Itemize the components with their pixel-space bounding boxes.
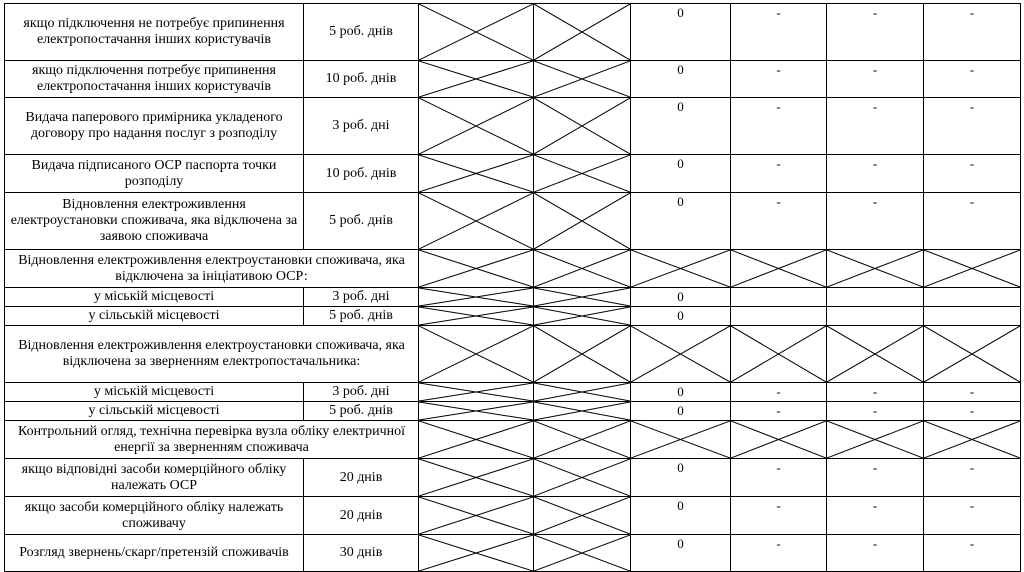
- cross-lines: [419, 497, 533, 534]
- value-cell: 0: [631, 98, 731, 155]
- value-cell: 0: [631, 61, 731, 98]
- dash-cell: -: [924, 61, 1021, 98]
- cross-lines: [534, 459, 630, 496]
- dash-cell: -: [731, 155, 827, 193]
- cross-lines: [534, 535, 630, 571]
- value-cell: 0: [631, 155, 731, 193]
- crossed-cell: [419, 98, 534, 155]
- crossed-cell: [534, 383, 631, 402]
- dash-cell: -: [924, 535, 1021, 572]
- cross-lines: [731, 250, 826, 287]
- cross-lines: [419, 98, 533, 154]
- dash-cell: -: [731, 402, 827, 421]
- dash-cell: [827, 288, 924, 307]
- dash-cell: -: [731, 193, 827, 250]
- crossed-cell: [419, 4, 534, 61]
- cross-lines: [534, 326, 630, 382]
- cross-lines: [924, 326, 1020, 382]
- dash-cell: -: [827, 535, 924, 572]
- cross-lines: [534, 402, 630, 420]
- crossed-cell: [534, 98, 631, 155]
- service-term: 5 роб. днів: [304, 4, 419, 61]
- crossed-cell: [419, 402, 534, 421]
- cross-lines: [631, 326, 730, 382]
- cross-lines: [419, 250, 533, 287]
- crossed-cell: [419, 497, 534, 535]
- cross-lines: [534, 98, 630, 154]
- service-description: у міській місцевості: [5, 288, 304, 307]
- dash-cell: -: [924, 4, 1021, 61]
- dash-cell: -: [731, 98, 827, 155]
- service-description: якщо підключення потребує припинення електропостачання інших користувачів: [5, 61, 304, 98]
- cross-lines: [924, 250, 1020, 287]
- dash-cell: [924, 288, 1021, 307]
- cross-lines: [534, 250, 630, 287]
- table-row: [5, 535, 1021, 572]
- table-row: [5, 288, 1021, 307]
- table-row: [5, 61, 1021, 98]
- cross-lines: [419, 402, 533, 420]
- crossed-cell: [419, 459, 534, 497]
- dash-cell: -: [827, 155, 924, 193]
- service-term: 5 роб. днів: [304, 402, 419, 421]
- dash-cell: -: [924, 402, 1021, 421]
- dash-cell: -: [731, 383, 827, 402]
- crossed-cell: [534, 402, 631, 421]
- cross-lines: [419, 307, 533, 325]
- crossed-cell: [419, 193, 534, 250]
- crossed-cell: [419, 535, 534, 572]
- crossed-cell: [534, 459, 631, 497]
- table-body: [5, 4, 1021, 572]
- cross-lines: [924, 421, 1020, 458]
- value-cell: 0: [631, 383, 731, 402]
- cross-lines: [631, 250, 730, 287]
- cross-lines: [631, 421, 730, 458]
- value-cell: 0: [631, 193, 731, 250]
- table-row: [5, 307, 1021, 326]
- dash-cell: -: [924, 497, 1021, 535]
- cross-lines: [534, 383, 630, 401]
- crossed-cell: [419, 307, 534, 326]
- value-cell: 0: [631, 288, 731, 307]
- crossed-cell: [534, 421, 631, 459]
- table-row: [5, 459, 1021, 497]
- cross-lines: [827, 421, 923, 458]
- dash-cell: -: [827, 497, 924, 535]
- table-section-row: [5, 326, 1021, 383]
- table-row: [5, 155, 1021, 193]
- crossed-cell: [419, 250, 534, 288]
- value-cell: 0: [631, 459, 731, 497]
- service-term: 20 днів: [304, 459, 419, 497]
- table-section-row: [5, 421, 1021, 459]
- cross-lines: [827, 326, 923, 382]
- service-term: 10 роб. днів: [304, 61, 419, 98]
- cross-lines: [534, 155, 630, 192]
- service-term: 3 роб. дні: [304, 98, 419, 155]
- service-term: 3 роб. дні: [304, 383, 419, 402]
- service-description: якщо відповідні засоби комерційного обліку належать ОСР: [5, 459, 304, 497]
- crossed-cell: [924, 326, 1021, 383]
- cross-lines: [419, 383, 533, 401]
- cross-lines: [534, 4, 630, 60]
- dash-cell: -: [827, 4, 924, 61]
- dash-cell: -: [827, 61, 924, 98]
- cross-lines: [827, 250, 923, 287]
- service-term: 10 роб. днів: [304, 155, 419, 193]
- cross-lines: [419, 459, 533, 496]
- cross-lines: [731, 421, 826, 458]
- service-term: 3 роб. дні: [304, 288, 419, 307]
- crossed-cell: [731, 326, 827, 383]
- crossed-cell: [827, 326, 924, 383]
- crossed-cell: [534, 193, 631, 250]
- crossed-cell: [631, 326, 731, 383]
- cross-lines: [534, 288, 630, 306]
- value-cell: 0: [631, 497, 731, 535]
- cross-lines: [419, 61, 533, 97]
- crossed-cell: [827, 250, 924, 288]
- service-term: 5 роб. днів: [304, 193, 419, 250]
- cross-lines: [419, 421, 533, 458]
- dash-cell: -: [924, 98, 1021, 155]
- dash-cell: -: [924, 193, 1021, 250]
- service-description: якщо підключення не потребує припинення електропостачання інших користувачів: [5, 4, 304, 61]
- cross-lines: [534, 193, 630, 249]
- crossed-cell: [419, 383, 534, 402]
- crossed-cell: [827, 421, 924, 459]
- section-title: Контрольний огляд, технічна перевірка вузла обліку електричної енергії за зверненням споживача: [5, 421, 419, 459]
- section-title: Відновлення електроживлення електроустановки споживача, яка відключена за ініціативою ОСР:: [5, 250, 419, 288]
- cross-lines: [534, 61, 630, 97]
- service-description: Видача підписаного ОСР паспорта точки розподілу: [5, 155, 304, 193]
- crossed-cell: [534, 307, 631, 326]
- dash-cell: [731, 288, 827, 307]
- dash-cell: [827, 307, 924, 326]
- dash-cell: -: [827, 98, 924, 155]
- crossed-cell: [731, 250, 827, 288]
- dash-cell: -: [731, 497, 827, 535]
- cross-lines: [419, 535, 533, 571]
- table-row: [5, 4, 1021, 61]
- crossed-cell: [534, 61, 631, 98]
- crossed-cell: [419, 61, 534, 98]
- service-description: якщо засоби комерційного обліку належать споживачу: [5, 497, 304, 535]
- dash-cell: -: [731, 459, 827, 497]
- service-description: Розгляд звернень/скарг/претензій споживачів: [5, 535, 304, 572]
- cross-lines: [419, 4, 533, 60]
- section-title: Відновлення електроживлення електроустановки споживача, яка відключена за зверненням електропостачальника:: [5, 326, 419, 383]
- crossed-cell: [631, 421, 731, 459]
- crossed-cell: [534, 326, 631, 383]
- service-description: Видача паперового примірника укладеного договору про надання послуг з розподілу: [5, 98, 304, 155]
- dash-cell: [731, 307, 827, 326]
- crossed-cell: [534, 250, 631, 288]
- cross-lines: [419, 193, 533, 249]
- service-description: у сільській місцевості: [5, 307, 304, 326]
- value-cell: 0: [631, 402, 731, 421]
- service-terms-table: [4, 3, 1021, 572]
- table-row: [5, 383, 1021, 402]
- cross-lines: [534, 421, 630, 458]
- crossed-cell: [924, 250, 1021, 288]
- dash-cell: -: [731, 61, 827, 98]
- dash-cell: -: [731, 535, 827, 572]
- dash-cell: -: [827, 193, 924, 250]
- crossed-cell: [534, 288, 631, 307]
- service-description: у міській місцевості: [5, 383, 304, 402]
- table-section-row: [5, 250, 1021, 288]
- service-term: 30 днів: [304, 535, 419, 572]
- dash-cell: -: [731, 4, 827, 61]
- service-term: 20 днів: [304, 497, 419, 535]
- dash-cell: [924, 307, 1021, 326]
- table-row: [5, 402, 1021, 421]
- cross-lines: [731, 326, 826, 382]
- table-row: [5, 98, 1021, 155]
- cross-lines: [534, 307, 630, 325]
- crossed-cell: [534, 155, 631, 193]
- crossed-cell: [731, 421, 827, 459]
- service-description: у сільській місцевості: [5, 402, 304, 421]
- dash-cell: -: [924, 459, 1021, 497]
- crossed-cell: [419, 288, 534, 307]
- table-row: [5, 497, 1021, 535]
- dash-cell: -: [924, 383, 1021, 402]
- service-term: 5 роб. днів: [304, 307, 419, 326]
- cross-lines: [419, 155, 533, 192]
- cross-lines: [419, 326, 533, 382]
- crossed-cell: [419, 155, 534, 193]
- crossed-cell: [924, 421, 1021, 459]
- dash-cell: -: [924, 155, 1021, 193]
- crossed-cell: [419, 421, 534, 459]
- crossed-cell: [534, 535, 631, 572]
- cross-lines: [419, 288, 533, 306]
- table-row: [5, 193, 1021, 250]
- dash-cell: -: [827, 459, 924, 497]
- value-cell: 0: [631, 535, 731, 572]
- crossed-cell: [419, 326, 534, 383]
- value-cell: 0: [631, 4, 731, 61]
- dash-cell: -: [827, 402, 924, 421]
- service-description: Відновлення електроживлення електроустановки споживача, яка відключена за заявою споживача: [5, 193, 304, 250]
- value-cell: 0: [631, 307, 731, 326]
- crossed-cell: [631, 250, 731, 288]
- crossed-cell: [534, 497, 631, 535]
- cross-lines: [534, 497, 630, 534]
- dash-cell: -: [827, 383, 924, 402]
- crossed-cell: [534, 4, 631, 61]
